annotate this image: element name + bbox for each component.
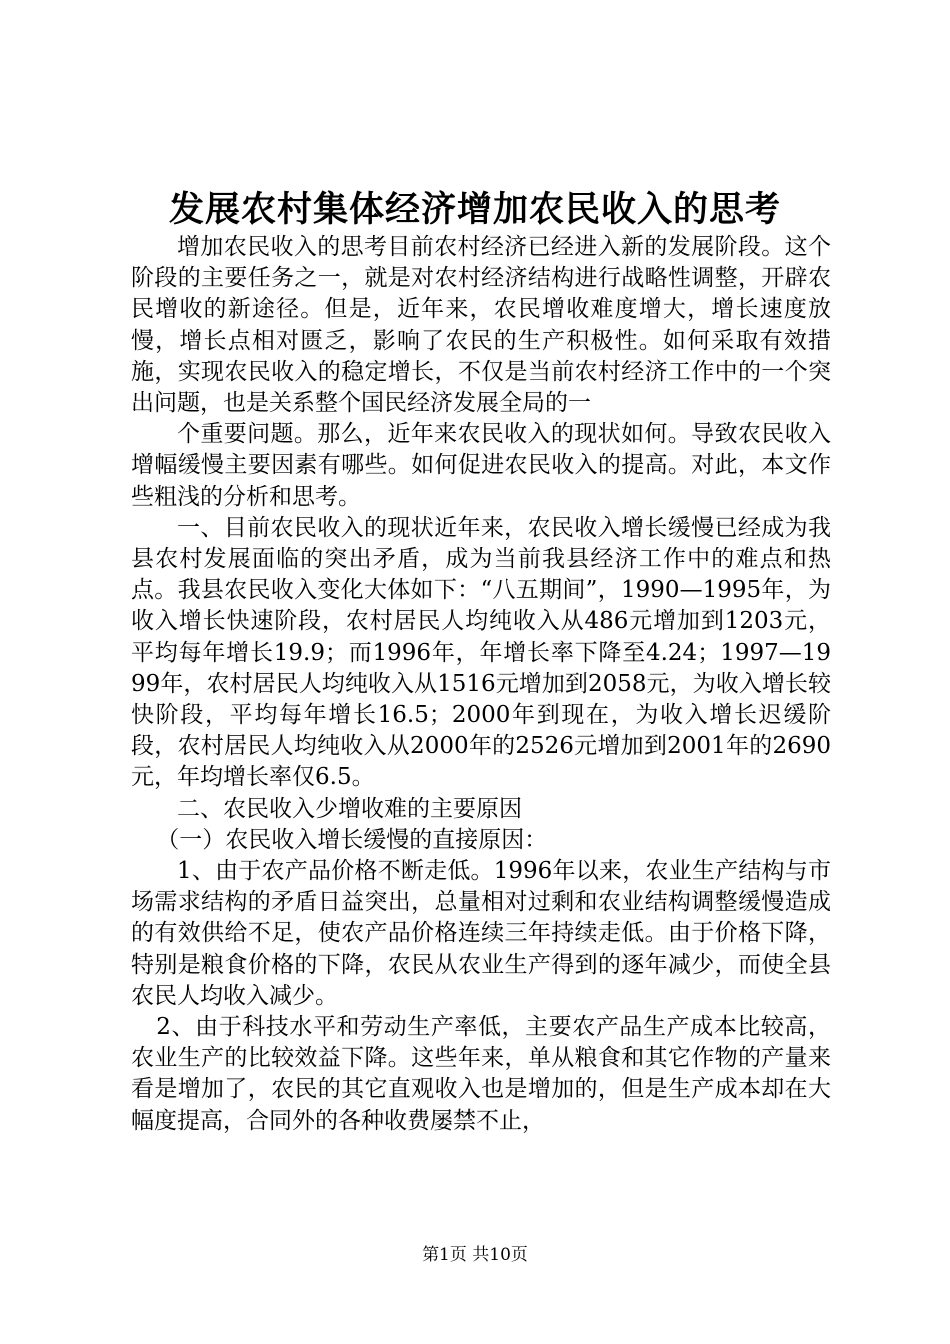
paragraph-reason-2: 2、由于科技水平和劳动生产率低，主要农产品生产成本比较高，农业生产的比较效益下降。这些年来，单从粮食和其它作物的产量来看是增加了，农民的其它直观收入也是增加的，但是生产成本却在大幅度提高，合同外的各种收费屡禁不止， <box>131 1014 831 1134</box>
paragraph-reason-1: 1、由于农产品价格不断走低。1996年以来，农业生产结构与市场需求结构的矛盾日益突出，总量相对过剩和农业结构调整缓慢造成的有效供给不足，使农产品价格连续三年持续走低。由于价格下降，特别是粮食价格的下降，农民从农业生产得到的逐年减少，而使全县农民人均收入减少。 <box>131 858 831 1009</box>
paragraph-intro: 增加农民收入的思考目前农村经济已经进入新的发展阶段。这个阶段的主要任务之一，就是对农村经济结构进行战略性调整，开辟农民增收的新途径。但是，近年来，农民增收难度增大，增长速度放慢，增长点相对匮乏，影响了农民的生产积极性。如何采取有效措施，实现农民收入的稳定增长，不仅是当前农村经济工作中的一个突出问题，也是关系整个国民经济发展全局的一 <box>131 234 831 417</box>
page-footer: 第1页 共10页 <box>422 1245 528 1265</box>
document-title: 发展农村集体经济增加农民收入的思考 <box>168 189 781 230</box>
paragraph-section-1: 一、目前农民收入的现状近年来，农民收入增长缓慢已经成为我县农村发展面临的突出矛盾，成为当前我县经济工作中的难点和热点。我县农民收入变化大体如下：“八五期间”，1990—1995年，为收入增长快速阶段，农村居民人均纯收入从486元增加到1203元，平均每年增长19.9；而1996年，年增长率下降至4.24；1997—1999年，农村居民人均纯收入从1516元增加到2058元，为收入增长较快阶段，平均每年增长16.5；2000年到现在，为收入增长迟缓阶段，农村居民人均纯收入从2000年的2526元增加到2001年的2690元，年均增长率仅6.5。 <box>131 514 831 791</box>
heading-subsection-1: （一）农民收入增长缓慢的直接原因： <box>156 826 548 853</box>
heading-section-2: 二、农民收入少增收难的主要原因 <box>177 795 522 822</box>
paragraph-questions: 个重要问题。那么，近年来农民收入的现状如何。导致农民收入增幅缓慢主要因素有哪些。如何促进农民收入的提高。对此，本文作些粗浅的分析和思考。 <box>131 421 831 510</box>
document-body <box>131 232 831 1137</box>
